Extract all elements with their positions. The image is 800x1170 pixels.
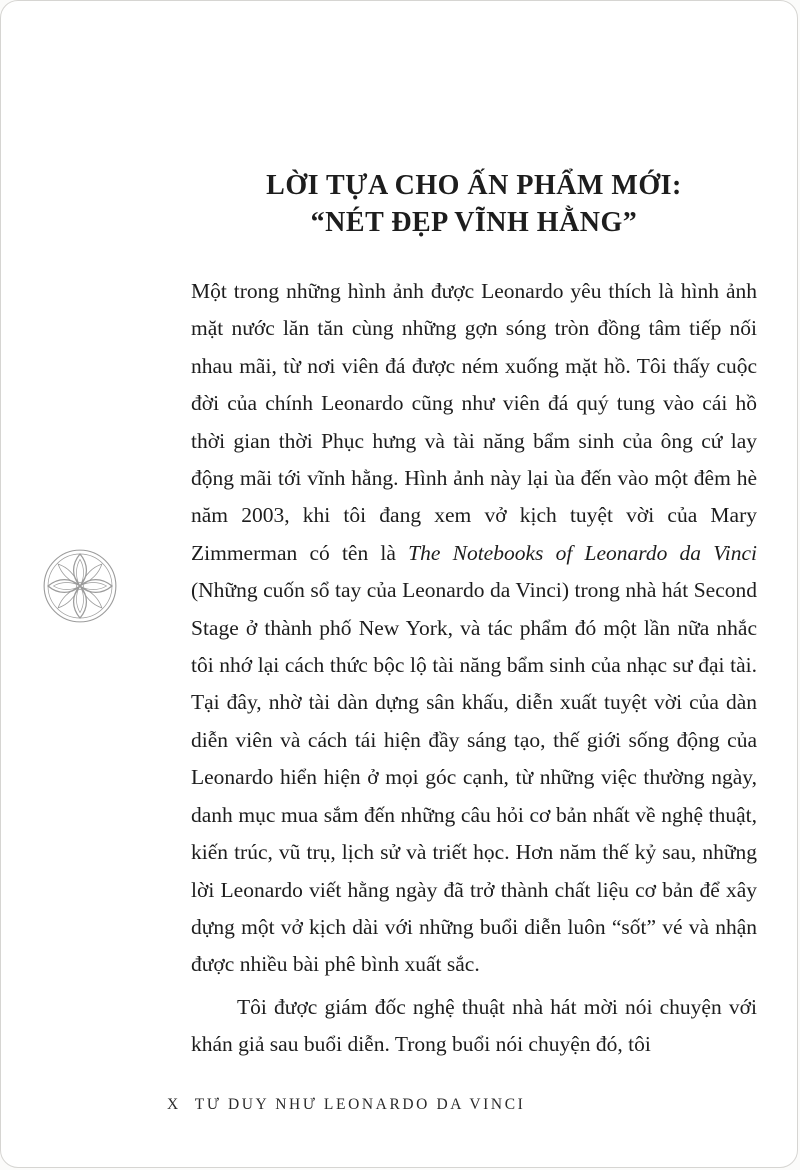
paragraph-1 <box>191 273 757 984</box>
preface-title <box>191 167 757 241</box>
page-number: X <box>167 1096 181 1113</box>
paragraph-2 <box>191 989 757 1064</box>
preface-title-line2: “NÉT ĐẸP VĨNH HẰNG” <box>310 207 638 238</box>
paragraph-1-text: Một trong những hình ảnh được Leonardo yêu thích là hình ảnh mặt nước lăn tăn cùng những gợn sóng tròn đồng tâm tiếp nối nhau mãi, từ nơi viên đá được ném xuống mặt hồ. Tôi thấy cuộc đời của chính Leonardo cũng như viên đá quý tung vào cái hồ thời gian thời Phục hưng và tài năng bẩm sinh của ông cứ lay động mãi tới vĩnh hằng. Hình ảnh này lại ùa đến vào một đêm hè năm 2003, khi tôi đang xem vở kịch tuyệt vời của Mary Zimmerman có tên là <box>191 279 757 565</box>
paragraph-1-text-cont: (Những cuốn sổ tay của Leonardo da Vinci) trong nhà hát Second Stage ở thành phố New York, và tác phẩm đó một lần nữa nhắc tôi nhớ lại cách thức bộc lộ tài năng bẩm sinh của nhạc sư đại tài. Tại đây, nhờ tài dàn dựng sân khấu, diễn xuất tuyệt vời của dàn diễn viên và cách tái hiện đầy sáng tạo, thế giới sống động của Leonardo hiển hiện ở mọi góc cạnh, từ những việc thường ngày, danh mục mua sắm đến những câu hỏi cơ bản nhất về nghệ thuật, kiến trúc, vũ trụ, lịch sử và triết học. Hơn năm thế kỷ sau, những lời Leonardo viết hằng ngày đã trở thành chất liệu cơ bản để xây dựng một vở kịch dài với những buổi diễn luôn “sốt” vé và nhận được nhiều bài phê bình xuất sắc. <box>191 578 757 977</box>
paragraph-2-text: Tôi được giám đốc nghệ thuật nhà hát mời nói chuyện với khán giả sau buổi diễn. Trong buổi nói chuyện đó, tôi <box>191 994 757 1057</box>
rosette-ornament-icon <box>41 547 119 625</box>
page-content <box>191 167 757 1064</box>
preface-body <box>191 273 757 1064</box>
running-book-title: TƯ DUY NHƯ LEONARDO DA VINCI <box>194 1096 526 1113</box>
running-footer <box>167 1096 525 1114</box>
preface-title-line1: LỜI TỰA CHO ẤN PHẨM MỚI: <box>266 170 682 201</box>
book-title-italic: The Notebooks of Leonardo da Vinci <box>408 540 757 565</box>
